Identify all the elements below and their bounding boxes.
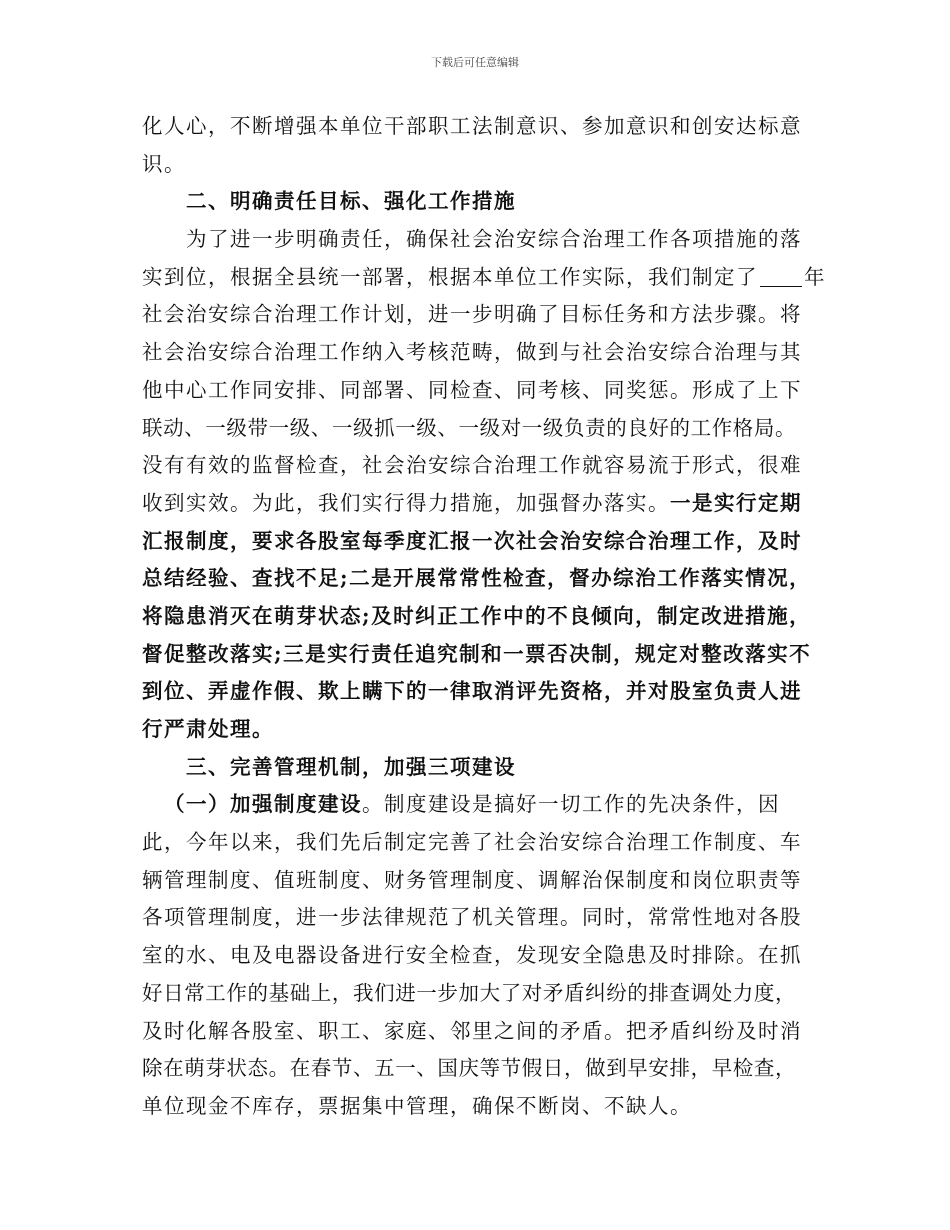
paragraph-text: 收到实效。为此，我们实行得力措施，加强督办落实。 (142, 490, 670, 515)
section-heading-3: 三、完善管理机制，加强三项建设 (186, 754, 516, 779)
paragraph-line: 社会治安综合治理工作计划，进一步明确了目标任务和方法步骤。将 (142, 302, 802, 327)
paragraph-line: 及时化解各股室、职工、家庭、邻里之间的矛盾。把矛盾纠纷及时消 (142, 1018, 802, 1043)
paragraph-line: 室的水、电及电器设备进行安全检查，发现安全隐患及时排除。在抓 (142, 943, 802, 968)
paragraph-line: 识。 (142, 151, 186, 176)
paragraph-line (142, 786, 812, 824)
paragraph-text: 实到位，根据全县统一部署，根据本单位工作实际，我们制定了 (142, 264, 758, 289)
bold-text: 一是实行定期 (670, 490, 802, 515)
bold-paragraph-line: 到位、弄虚作假、欺上瞒下的一律取消评先资格，并对股室负责人进 (142, 679, 802, 704)
bold-paragraph-line: 总结经验、查找不足;二是开展常常性检查，督办综治工作落实情况， (142, 566, 812, 591)
paragraph-line: 没有有效的监督检查，社会治安综合治理工作就容易流于形式，很难 (142, 453, 802, 478)
bold-paragraph-line: 行严肃处理。 (142, 717, 274, 741)
bold-paragraph-line: 汇报制度，要求各股室每季度汇报一次社会治安综合治理工作，及时 (142, 528, 802, 553)
paragraph-line: 单位现金不库存，票据集中管理，确保不断岗、不缺人。 (142, 1093, 692, 1118)
paragraph-text: 。制度建设是搞好一切工作的先决条件，因 (362, 792, 780, 817)
paragraph-line (142, 485, 812, 523)
paragraph-text: 年 (804, 264, 826, 289)
paragraph-line: 辆管理制度、值班制度、财务管理制度、调解治保制度和岗位职责等 (142, 867, 802, 892)
paragraph-line: 此，今年以来，我们先后制定完善了社会治安综合治理工作制度、车 (142, 830, 802, 855)
paragraph-line (142, 259, 826, 297)
paragraph-line: 联动、一级带一级、一级抓一级、一级对一级负责的良好的工作格局。 (142, 415, 797, 440)
paragraph-line: 他中心工作同安排、同部署、同检查、同考核、同奖惩。形成了上下 (142, 377, 802, 402)
paragraph-line: 除在萌芽状态。在春节、五一、国庆等节假日，做到早安排，早检查， (142, 1056, 797, 1081)
paragraph-line: 化人心，不断增强本单位干部职工法制意识、参加意识和创安达标意 (142, 114, 802, 138)
bold-paragraph-line: 将隐患消灭在萌芽状态;及时纠正工作中的不良倾向，制定改进措施， (142, 603, 812, 628)
document-body (142, 108, 826, 1126)
section-heading-2: 二、明确责任目标、强化工作措施 (186, 189, 516, 214)
bold-paragraph-line: 督促整改落实;三是实行责任追究制和一票否决制，规定对整改落实不 (142, 641, 812, 666)
page-header: 下载后可任意编辑 (431, 56, 519, 69)
paragraph-line: 各项管理制度，进一步法律规范了机关管理。同时，常常性地对各股 (142, 905, 802, 930)
paragraph-line: 社会治安综合治理工作纳入考核范畴，做到与社会治安综合治理与其 (142, 340, 802, 365)
paragraph-line: 好日常工作的基础上，我们进一步加大了对矛盾纠纷的排查调处力度， (142, 980, 797, 1005)
paragraph-line: 为了进一步明确责任，确保社会治安综合治理工作各项措施的落 (186, 227, 802, 252)
subsection-heading: （一）加强制度建设 (164, 792, 362, 817)
fill-in-blank (760, 268, 802, 287)
